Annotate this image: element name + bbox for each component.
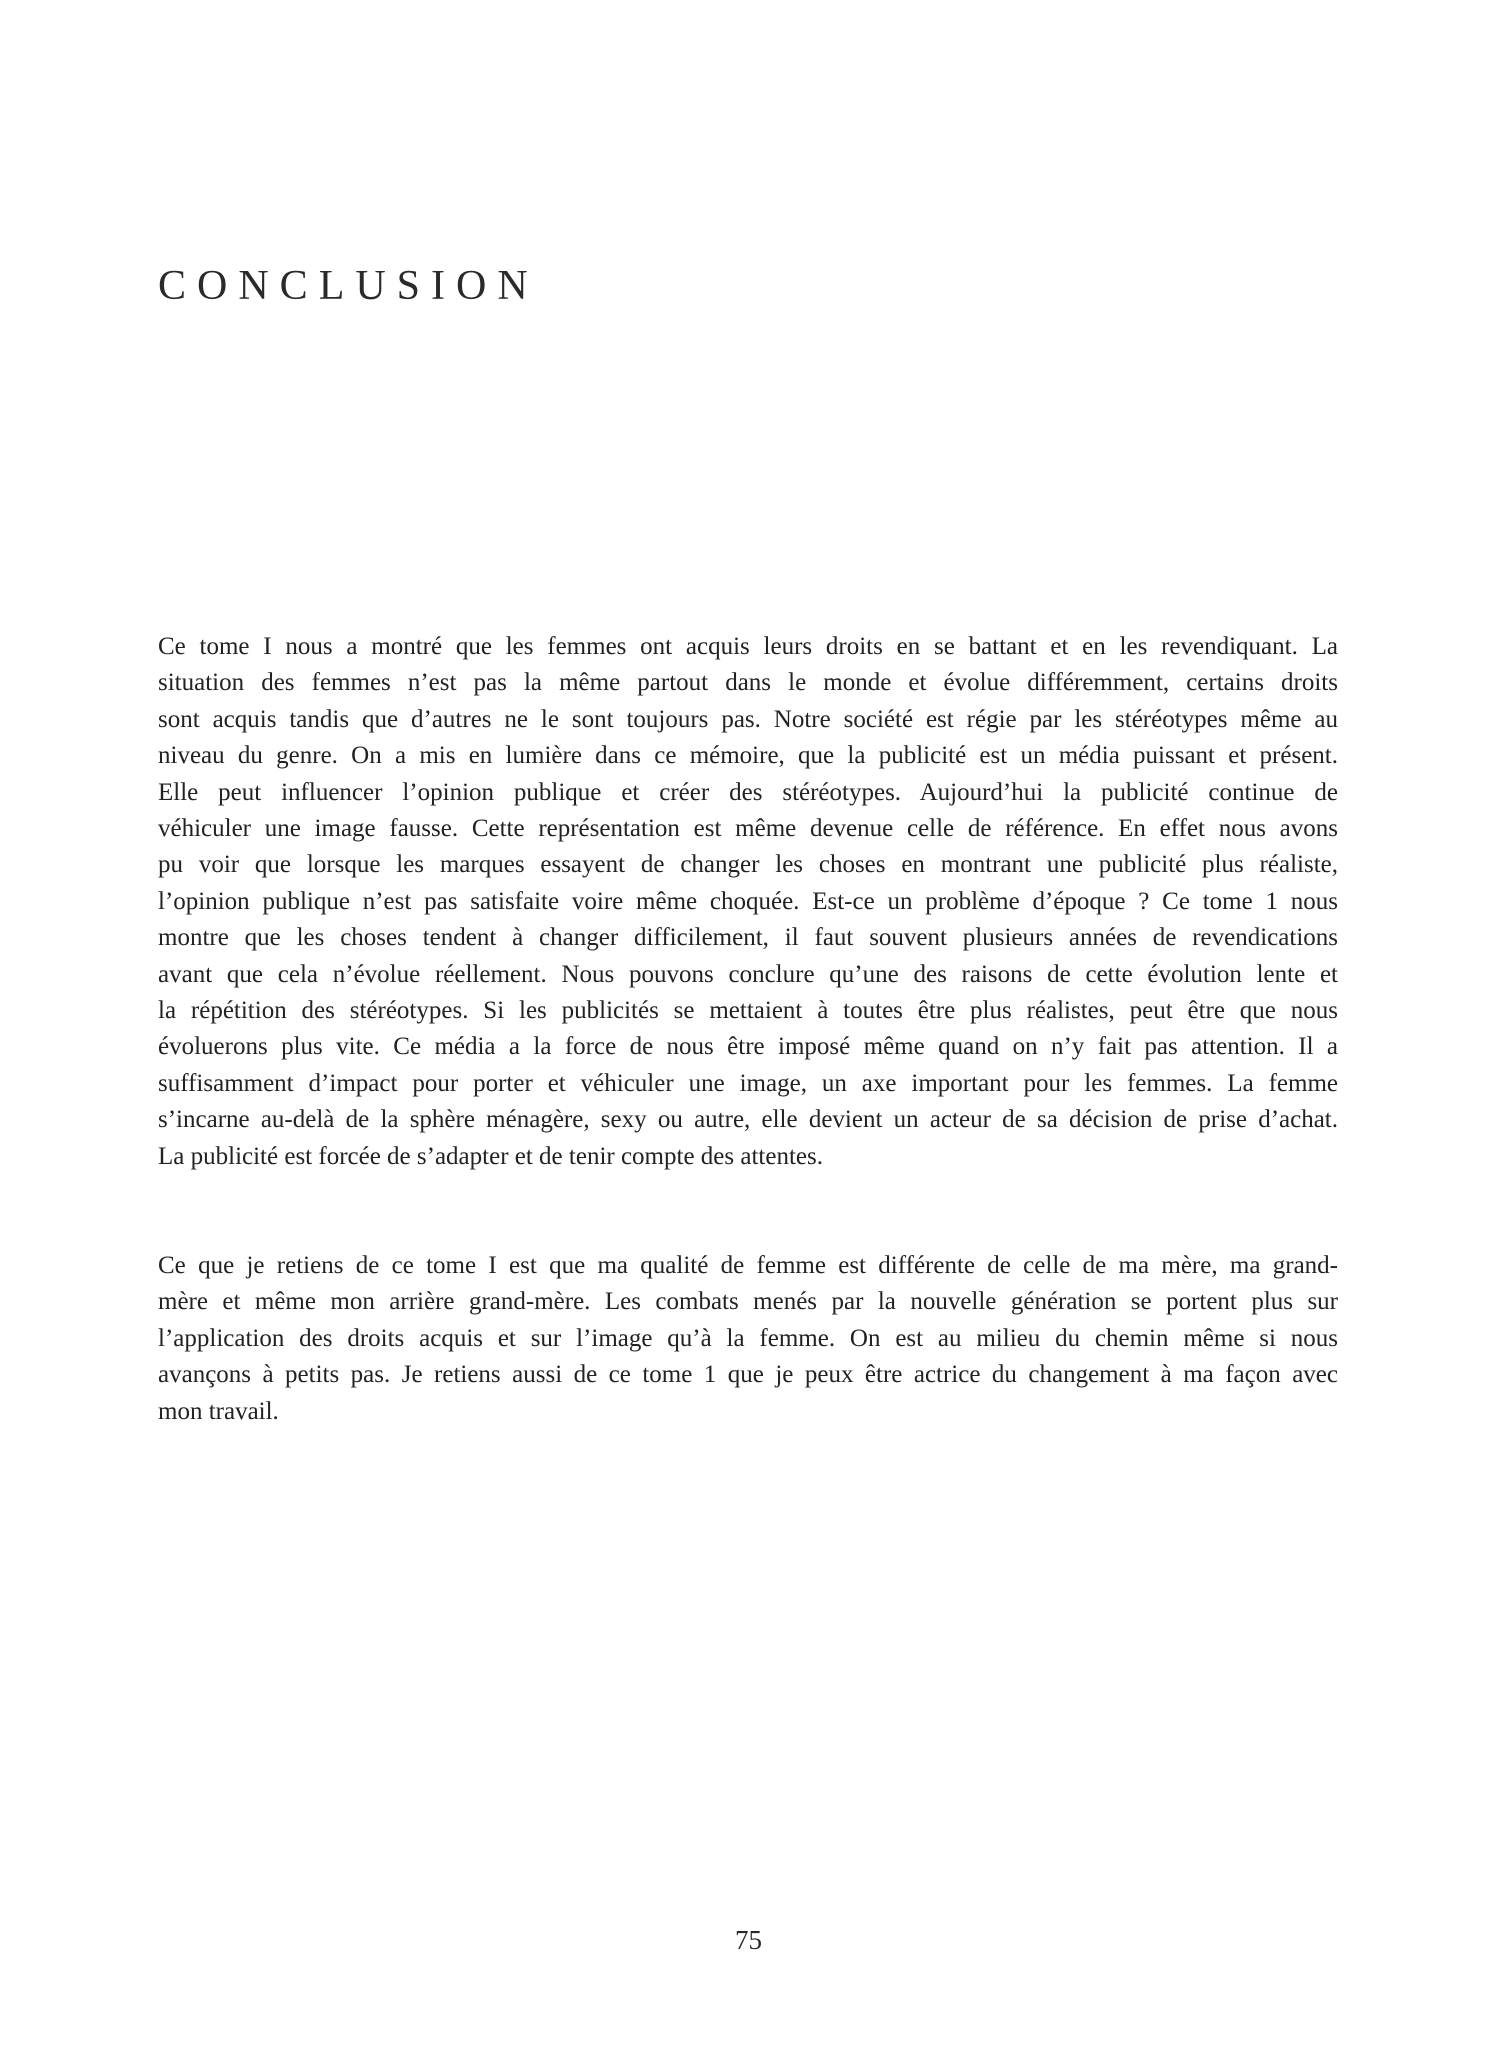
page-title: CONCLUSION bbox=[158, 263, 539, 309]
page-number: 75 bbox=[735, 1925, 762, 1955]
text-line: mère et même mon arrière grand-mère. Les combats menés par la nouvelle génération se portent plus sur bbox=[158, 1288, 1338, 1316]
text-line: avant que cela n’évolue réellement. Nous pouvons conclure qu’une des raisons de cette évolution lente et bbox=[158, 960, 1338, 988]
text-line: s’incarne au-delà de la sphère ménagère, sexy ou autre, elle devient un acteur de sa décision de prise d’achat. bbox=[158, 1106, 1338, 1134]
text-line: Elle peut influencer l’opinion publique et créer des stéréotypes. Aujourd’hui la publicité continue de bbox=[158, 778, 1338, 806]
text-line: suffisamment d’impact pour porter et véhiculer une image, un axe important pour les femmes. La femme bbox=[158, 1069, 1338, 1097]
text-line: véhiculer une image fausse. Cette représentation est même devenue celle de référence. En effet nous avons bbox=[158, 815, 1338, 843]
text-line: niveau du genre. On a mis en lumière dans ce mémoire, que la publicité est un média puissant et présent. bbox=[158, 742, 1338, 770]
text-line: Ce tome I nous a montré que les femmes ont acquis leurs droits en se battant et en les revendiquant. La bbox=[158, 633, 1338, 660]
text-line: la répétition des stéréotypes. Si les publicités se mettaient à toutes être plus réalistes, peut être que nous bbox=[158, 997, 1338, 1025]
text-line: l’application des droits acquis et sur l’image qu’à la femme. On est au milieu du chemin même si nous bbox=[158, 1324, 1338, 1352]
body-paragraph bbox=[158, 1248, 1338, 1430]
text-line: pu voir que lorsque les marques essayent de changer les choses en montrant une publicité plus réaliste, bbox=[158, 851, 1338, 879]
text-line: situation des femmes n’est pas la même partout dans le monde et évolue différemment, certains droits bbox=[158, 669, 1338, 697]
text-line: évoluerons plus vite. Ce média a la force de nous être imposé même quand on n’y fait pas attention. Il a bbox=[158, 1033, 1338, 1061]
text-line: sont acquis tandis que d’autres ne le sont toujours pas. Notre société est régie par les stéréotypes même au bbox=[158, 705, 1338, 733]
text-line: Ce que je retiens de ce tome I est que ma qualité de femme est différente de celle de ma mère, ma grand- bbox=[158, 1252, 1338, 1279]
text-line: mon travail. bbox=[158, 1397, 279, 1425]
text-line: La publicité est forcée de s’adapter et de tenir compte des attentes. bbox=[158, 1142, 823, 1170]
text-line: montre que les choses tendent à changer difficilement, il faut souvent plusieurs années de revendications bbox=[158, 924, 1338, 952]
body-paragraph bbox=[158, 629, 1338, 1175]
text-line: l’opinion publique n’est pas satisfaite voire même choquée. Est-ce un problème d’époque ? Ce tome 1 nous bbox=[158, 887, 1338, 915]
text-line: avançons à petits pas. Je retiens aussi de ce tome 1 que je peux être actrice du changement à ma façon avec bbox=[158, 1361, 1338, 1389]
